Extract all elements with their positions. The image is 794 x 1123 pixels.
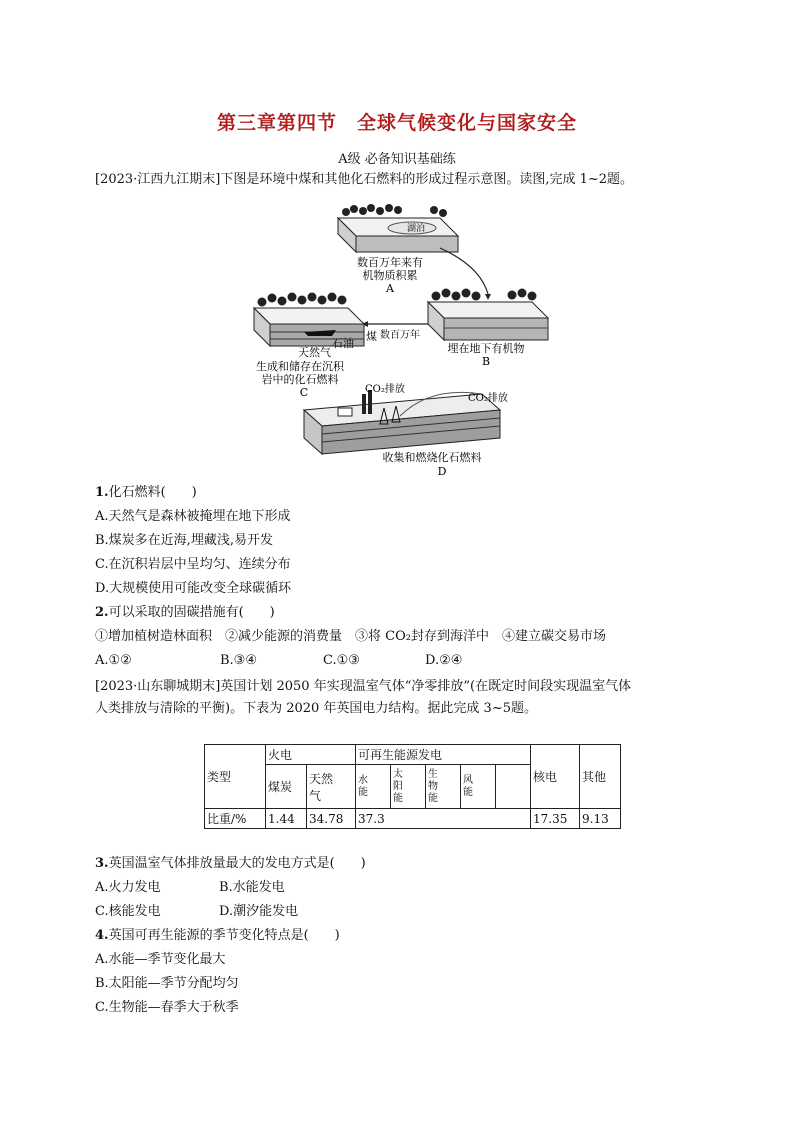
intro-2-line1: [2023·山东聊城期末]英国计划 2050 年实现温室气体“净零排放”(在既定时间段实现温室气体 <box>95 679 632 694</box>
q2-stem: 可以采取的固碳措施有( ) <box>108 605 275 620</box>
oil-label: 石油 <box>332 337 354 350</box>
q3-option-b[interactable]: B.水能发电 <box>219 880 285 895</box>
section-level: A级 必备知识基础练 <box>338 152 456 167</box>
td-coal: 1.44 <box>266 809 307 829</box>
th-solar-l1: 太 <box>393 768 403 780</box>
th-gas-l2: 气 <box>309 788 322 803</box>
th-renewable: 可再生能源发电 <box>356 745 531 765</box>
arrow-label: 数百万年 <box>380 330 420 341</box>
q4-stem: 英国可再生能源的季节变化特点是( ) <box>108 928 340 943</box>
question-4 <box>95 927 340 945</box>
q4-option-c[interactable]: C.生物能—春季大于秋季 <box>95 1000 239 1015</box>
th-wind-l2: 能 <box>463 786 473 798</box>
q3-option-a[interactable]: A.火力发电 <box>95 880 161 895</box>
td-share-label: 比重/% <box>205 809 266 829</box>
q1-number: 1. <box>95 485 109 500</box>
b-letter: B <box>481 355 491 368</box>
arrow-a-b <box>440 248 488 294</box>
fossil-fuel-diagram <box>250 196 560 480</box>
b-label: 埋在地下有机物 <box>447 342 525 355</box>
d-label: 收集和燃烧化石燃料 <box>382 451 482 464</box>
gas-label: 天然气 <box>298 346 331 359</box>
q2-number: 2. <box>95 605 109 620</box>
td-nuclear: 17.35 <box>531 809 580 829</box>
c-line2: 岩中的化石燃料 <box>261 373 339 386</box>
c-letter: C <box>299 386 309 399</box>
th-other: 其他 <box>580 745 621 809</box>
th-gas-l1: 天然 <box>309 771 334 786</box>
q4-option-b[interactable]: B.太阳能—季节分配均匀 <box>95 976 239 991</box>
block-a <box>338 204 458 252</box>
page-title: 第三章第四节 全球气候变化与国家安全 <box>216 112 577 134</box>
th-type: 类型 <box>205 745 266 809</box>
q2-option-b[interactable]: B.③④ <box>220 653 257 668</box>
c-line1: 生成和储存在沉积 <box>256 360 344 373</box>
lake-label: 湖泊 <box>406 224 426 234</box>
th-hydro-l1: 水 <box>358 774 368 786</box>
d-letter: D <box>437 465 447 478</box>
th-wind <box>461 765 496 809</box>
q1-stem: 化石燃料( ) <box>108 485 197 500</box>
th-nuclear: 核电 <box>531 745 580 809</box>
power-structure-table <box>204 744 621 829</box>
th-solar-l3: 能 <box>393 792 403 804</box>
td-renewable: 37.3 <box>356 809 531 829</box>
question-2 <box>95 604 275 622</box>
q2-option-c[interactable]: C.①③ <box>323 653 360 668</box>
coal-label: 煤 <box>366 330 377 343</box>
question-1 <box>95 484 197 502</box>
q1-option-a[interactable]: A.天然气是森林被掩埋在地下形成 <box>95 509 291 524</box>
question-3 <box>95 855 366 873</box>
th-solar-l2: 阳 <box>393 780 403 792</box>
q2-measures: ①增加植树造林面积 ②减少能源的消费量 ③将 CO₂封存到海洋中 ④建立碳交易市场 <box>95 629 606 644</box>
th-bio-l1: 生 <box>428 768 438 780</box>
q2-option-d[interactable]: D.②④ <box>425 653 463 668</box>
th-solar <box>391 765 426 809</box>
intro-2-line2: 人类排放与清除的平衡)。下表为 2020 年英国电力结构。据此完成 3~5题。 <box>95 701 537 716</box>
co2-label-1: CO₂排放 <box>365 384 405 395</box>
th-blank <box>496 765 531 809</box>
intro-1: [2023·江西九江期末]下图是环境中煤和其他化石燃料的形成过程示意图。读图,完成 1~2题。 <box>95 172 634 187</box>
td-gas: 34.78 <box>307 809 356 829</box>
q3-number: 3. <box>95 856 109 871</box>
a-line2: 机物质积累 <box>362 269 418 282</box>
th-hydro <box>356 765 391 809</box>
th-wind-l1: 风 <box>463 774 473 786</box>
th-hydro-l2: 能 <box>358 786 368 798</box>
th-thermal: 火电 <box>266 745 356 765</box>
q3-option-d[interactable]: D.潮汐能发电 <box>219 904 299 919</box>
a-letter: A <box>386 282 394 295</box>
th-bio <box>426 765 461 809</box>
th-bio-l2: 物 <box>428 780 438 792</box>
q2-option-a[interactable]: A.①② <box>95 653 132 668</box>
a-line1: 数百万年来有 <box>357 256 423 269</box>
th-coal: 煤炭 <box>266 765 307 809</box>
th-gas <box>307 765 356 809</box>
th-bio-l3: 能 <box>428 792 438 804</box>
q1-option-d[interactable]: D.大规模使用可能改变全球碳循环 <box>95 581 292 596</box>
td-other: 9.13 <box>580 809 621 829</box>
q3-option-c[interactable]: C.核能发电 <box>95 904 161 919</box>
q4-option-a[interactable]: A.水能—季节变化最大 <box>95 952 226 967</box>
q1-option-c[interactable]: C.在沉积岩层中呈均匀、连续分布 <box>95 557 291 572</box>
q1-option-b[interactable]: B.煤炭多在近海,埋藏浅,易开发 <box>95 533 273 548</box>
q3-stem: 英国温室气体排放量最大的发电方式是( ) <box>108 856 366 871</box>
q4-number: 4. <box>95 928 109 943</box>
co2-label-2: CO₂排放 <box>468 393 508 404</box>
